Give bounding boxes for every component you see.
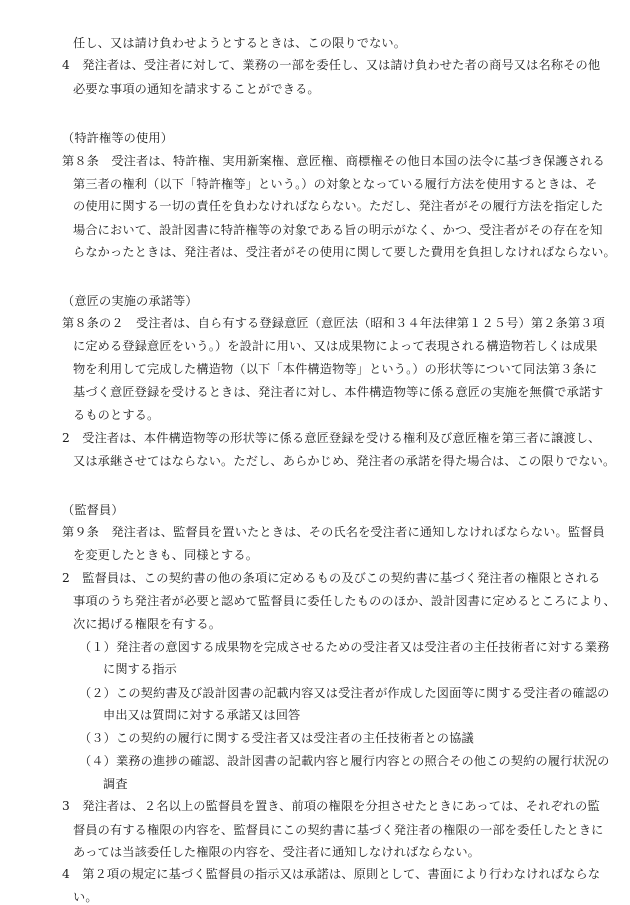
article-9-3-line-1: 3 発注者は、２名以上の監督員を置き、前項の権限を分担させたときにあっては、それぞれの監	[62, 799, 600, 813]
article-9-2-line-3: 次に掲げる権限を有する。	[73, 617, 222, 631]
heading-patent-use: （特許権等の使用）	[62, 131, 174, 145]
item-3-line-1: （３）この契約の履行に関する受注者又は受注者の主任技術者との協議	[79, 731, 474, 745]
item-2-line-1: （２）この契約書及び設計図書の記載内容又は受注者が作成した図面等に関する受注者の確認の	[79, 686, 610, 700]
item-4-line-1: （４）業務の進捗の確認、設計図書の記載内容と履行内容との照合その他この契約の履行状況の	[79, 754, 610, 768]
item-1-line-1: （１）発注者の意図する成果物を完成させるための受注者又は受注者の主任技術者に対する業務	[79, 640, 610, 654]
article-8-2-line-4: 基づく意匠登録を受けるときは、発注者に対し、本件構造物等に係る意匠の実施を無償で承諾す	[73, 385, 604, 399]
clause-7-4-line-1: 4 発注者は、受注者に対して、業務の一部を委任し、又は請け負わせた者の商号又は名称その他	[62, 58, 601, 72]
article-8-2-2-line-2: 又は承継させてはならない。ただし、あらかじめ、発注者の承諾を得た場合は、この限りでない。	[73, 454, 616, 468]
clause-7-4-line-2: 必要な事項の通知を請求することができる。	[73, 82, 320, 96]
article-9-3-line-3: あっては当該委任した権限の内容を、受注者に通知しなければならない。	[73, 845, 481, 859]
item-1-line-2: に関する指示	[103, 662, 178, 676]
article-9-line-2: を変更したときも、同様とする。	[73, 548, 259, 562]
article-9-3-line-2: 督員の有する権限の内容を、監督員にこの契約書に基づく発注者の権限の一部を委任したときに	[73, 823, 604, 837]
article-8-2-line-5: るものとする。	[73, 408, 160, 422]
item-2-line-2: 申出又は質問に対する承諾又は回答	[103, 708, 301, 722]
clause-continuation-line: 任し、又は請け負わせようとするときは、この限りでない。	[73, 36, 407, 50]
article-9-4-line-1: 4 第２項の規定に基づく監督員の指示又は承諾は、原則として、書面により行わなければならな	[62, 867, 601, 881]
article-8-line-4: 場合において、設計図書に特許権等の対象である旨の明示がなく、かつ、受注者がその存在を知	[73, 223, 603, 237]
article-8-2-2-line-1: 2 受注者は、本件構造物等の形状等に係る意匠登録を受ける権利及び意匠権を第三者に譲渡し、	[62, 431, 601, 445]
article-8-line-3: の使用に関する一切の責任を負わなければならない。ただし、発注者がその履行方法を指定した	[73, 199, 604, 213]
article-8-2-line-2: に定める登録意匠をいう。）を設計に用い、又は成果物によって表現される構造物若しくは成果	[73, 339, 598, 353]
article-8-2-line-1: 第８条の２ 受注者は、自ら有する登録意匠（意匠法（昭和３４年法律第１２５号）第２条第３項	[62, 316, 605, 330]
article-9-2-line-1: 2 監督員は、この契約書の他の条項に定めるもの及びこの契約書に基づく発注者の権限とされる	[62, 571, 601, 585]
article-9-line-1: 第９条 発注者は、監督員を置いたときは、その氏名を受注者に通知しなければならない。監督員	[62, 525, 605, 539]
heading-design-consent: （意匠の実施の承諾等）	[62, 294, 198, 308]
article-8-line-1: 第８条 受注者は、特許権、実用新案権、意匠権、商標権その他日本国の法令に基づき保護される	[62, 154, 605, 168]
article-8-line-5: らなかったときは、発注者は、受注者がその使用に関して要した費用を負担しなければならない。	[73, 245, 616, 259]
item-4-line-2: 調査	[103, 777, 128, 791]
article-8-2-line-3: 物を利用して完成した構造物（以下「本件構造物等」という。）の形状等について同法第３条に	[73, 362, 598, 376]
article-9-4-line-2: い。	[73, 890, 98, 904]
heading-supervisor: （監督員）	[62, 503, 124, 517]
article-9-2-line-2: 事項のうち発注者が必要と認めて監督員に委任したもののほか、設計図書に定めるところにより、	[73, 594, 616, 608]
article-8-line-2: 第三者の権利（以下「特許権等」という。）の対象となっている履行方法を使用するときは、そ	[73, 177, 598, 191]
